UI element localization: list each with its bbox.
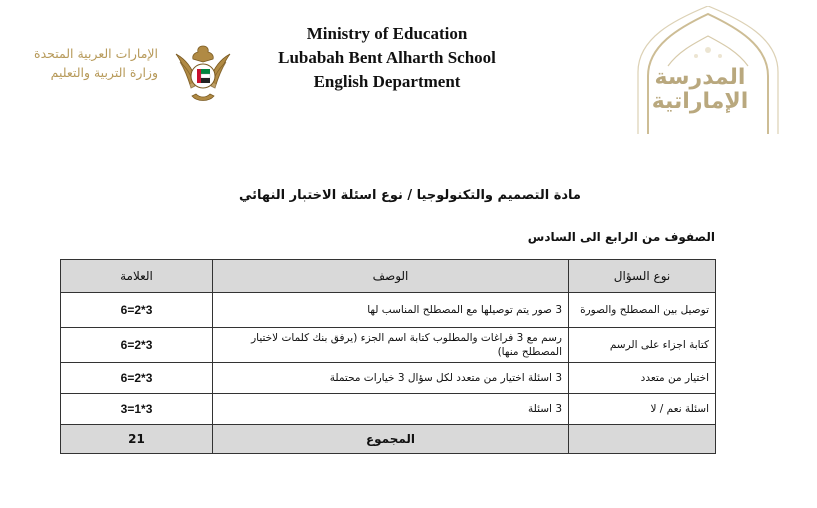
school-name: Lubabah Bent Alharth School xyxy=(278,48,496,67)
description-cell: 3 اسئلة اختيار من متعدد لكل سؤال 3 خيارات محتملة xyxy=(213,363,569,394)
ministry-arabic-name xyxy=(18,44,158,82)
exam-question-table xyxy=(60,259,716,454)
emirati-school-logo-text xyxy=(640,66,760,114)
exam-title: مادة التصميم والتكنولوجيا / نوع اسئلة الاختبار النهائي xyxy=(239,188,581,203)
table-row xyxy=(61,363,716,394)
description-cell: 3 اسئلة xyxy=(213,394,569,425)
total-label: المجموع xyxy=(213,425,569,454)
table-total-row xyxy=(61,425,716,454)
total-value: 21 xyxy=(61,425,213,454)
question-type-cell: توصيل بين المصطلح والصورة xyxy=(569,293,716,328)
description-cell: 3 صور يتم توصيلها مع المصطلح المناسب لها xyxy=(213,293,569,328)
grades-subtitle: الصفوف من الرابع الى السادس xyxy=(527,230,715,244)
mark-cell: 3*2=6 xyxy=(61,293,213,328)
table-header-row xyxy=(61,260,716,293)
mark-cell: 3*1=3 xyxy=(61,394,213,425)
department-name: English Department xyxy=(313,72,461,91)
header-mark: العلامة xyxy=(61,260,213,293)
logo-text-line-1: المدرسة xyxy=(654,65,746,90)
ministry-title: Ministry of Education xyxy=(306,24,468,43)
mark-cell: 3*2=6 xyxy=(61,363,213,394)
table-row xyxy=(61,328,716,363)
header-question-type: نوع السؤال xyxy=(569,260,716,293)
mark-cell: 3*2=6 xyxy=(61,328,213,363)
table-row xyxy=(61,293,716,328)
uae-emblem-icon xyxy=(170,40,236,104)
logo-text-line-2: الإماراتية xyxy=(651,89,749,114)
header-description: الوصف xyxy=(213,260,569,293)
school-header xyxy=(272,22,502,94)
question-type-cell: اسئلة نعم / لا xyxy=(569,394,716,425)
total-empty-cell xyxy=(569,425,716,454)
ministry-arabic-line-2: وزارة التربية والتعليم xyxy=(50,65,158,80)
question-type-cell: اختيار من متعدد xyxy=(569,363,716,394)
description-cell: رسم مع 3 فراغات والمطلوب كتابة اسم الجزء (يرفق بنك كلمات لاختيار المصطلح منها) xyxy=(213,328,569,363)
ministry-arabic-line-1: الإمارات العربية المتحدة xyxy=(34,46,158,61)
table-row xyxy=(61,394,716,425)
question-type-cell: كتابة اجزاء على الرسم xyxy=(569,328,716,363)
